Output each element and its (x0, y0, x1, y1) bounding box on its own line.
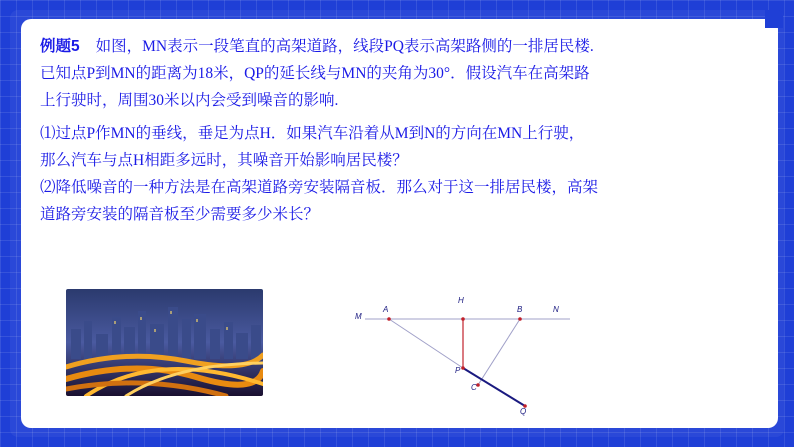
point-label-a: A (383, 305, 389, 314)
problem-line-1: 例题5 如图，MN表示一段笔直的高架道路，线段PQ表示高架路侧的一排居民楼. (40, 38, 594, 55)
point-label-n: N (553, 305, 559, 314)
segment-ap (389, 319, 463, 368)
problem-line-3: 上行驶时，周围30米以内会受到噪音的影响. (40, 92, 339, 109)
segment-bc (478, 319, 520, 385)
question2-line-1: ⑵降低噪音的一种方法是在高架道路旁安装隔音板．那么对于这一排居民楼，高架 (40, 179, 599, 196)
question1-line-1: ⑴过点P作MN的垂线，垂足为点H．如果汽车沿着从M到N的方向在MN上行驶， (40, 125, 585, 142)
corner-decoration (765, 10, 783, 28)
point-p-dot (461, 366, 465, 370)
point-label-h: H (458, 296, 464, 305)
point-label-c: C (471, 383, 477, 392)
problem-line-2: 已知点P到MN的距离为18米，QP的延长线与MN的夹角为30°．假设汽车在高架路 (40, 65, 590, 82)
point-label-b: B (517, 305, 523, 314)
problem-text (40, 33, 650, 228)
point-label-q: Q (520, 407, 527, 416)
point-a-dot (387, 317, 391, 321)
point-label-p: P (455, 366, 461, 375)
point-h-dot (461, 317, 465, 321)
question2-line-2: 道路旁安装的隔音板至少需要多少米长？ (40, 206, 320, 223)
question1-line-2: 那么汽车与点H相距多远时，其噪音开始影响居民楼？ (40, 152, 408, 169)
problem-label: 例题5 (40, 38, 80, 55)
point-label-m: M (355, 312, 362, 321)
geometry-diagram (345, 288, 580, 428)
point-b-dot (518, 317, 522, 321)
city-highway-photo (66, 289, 263, 396)
